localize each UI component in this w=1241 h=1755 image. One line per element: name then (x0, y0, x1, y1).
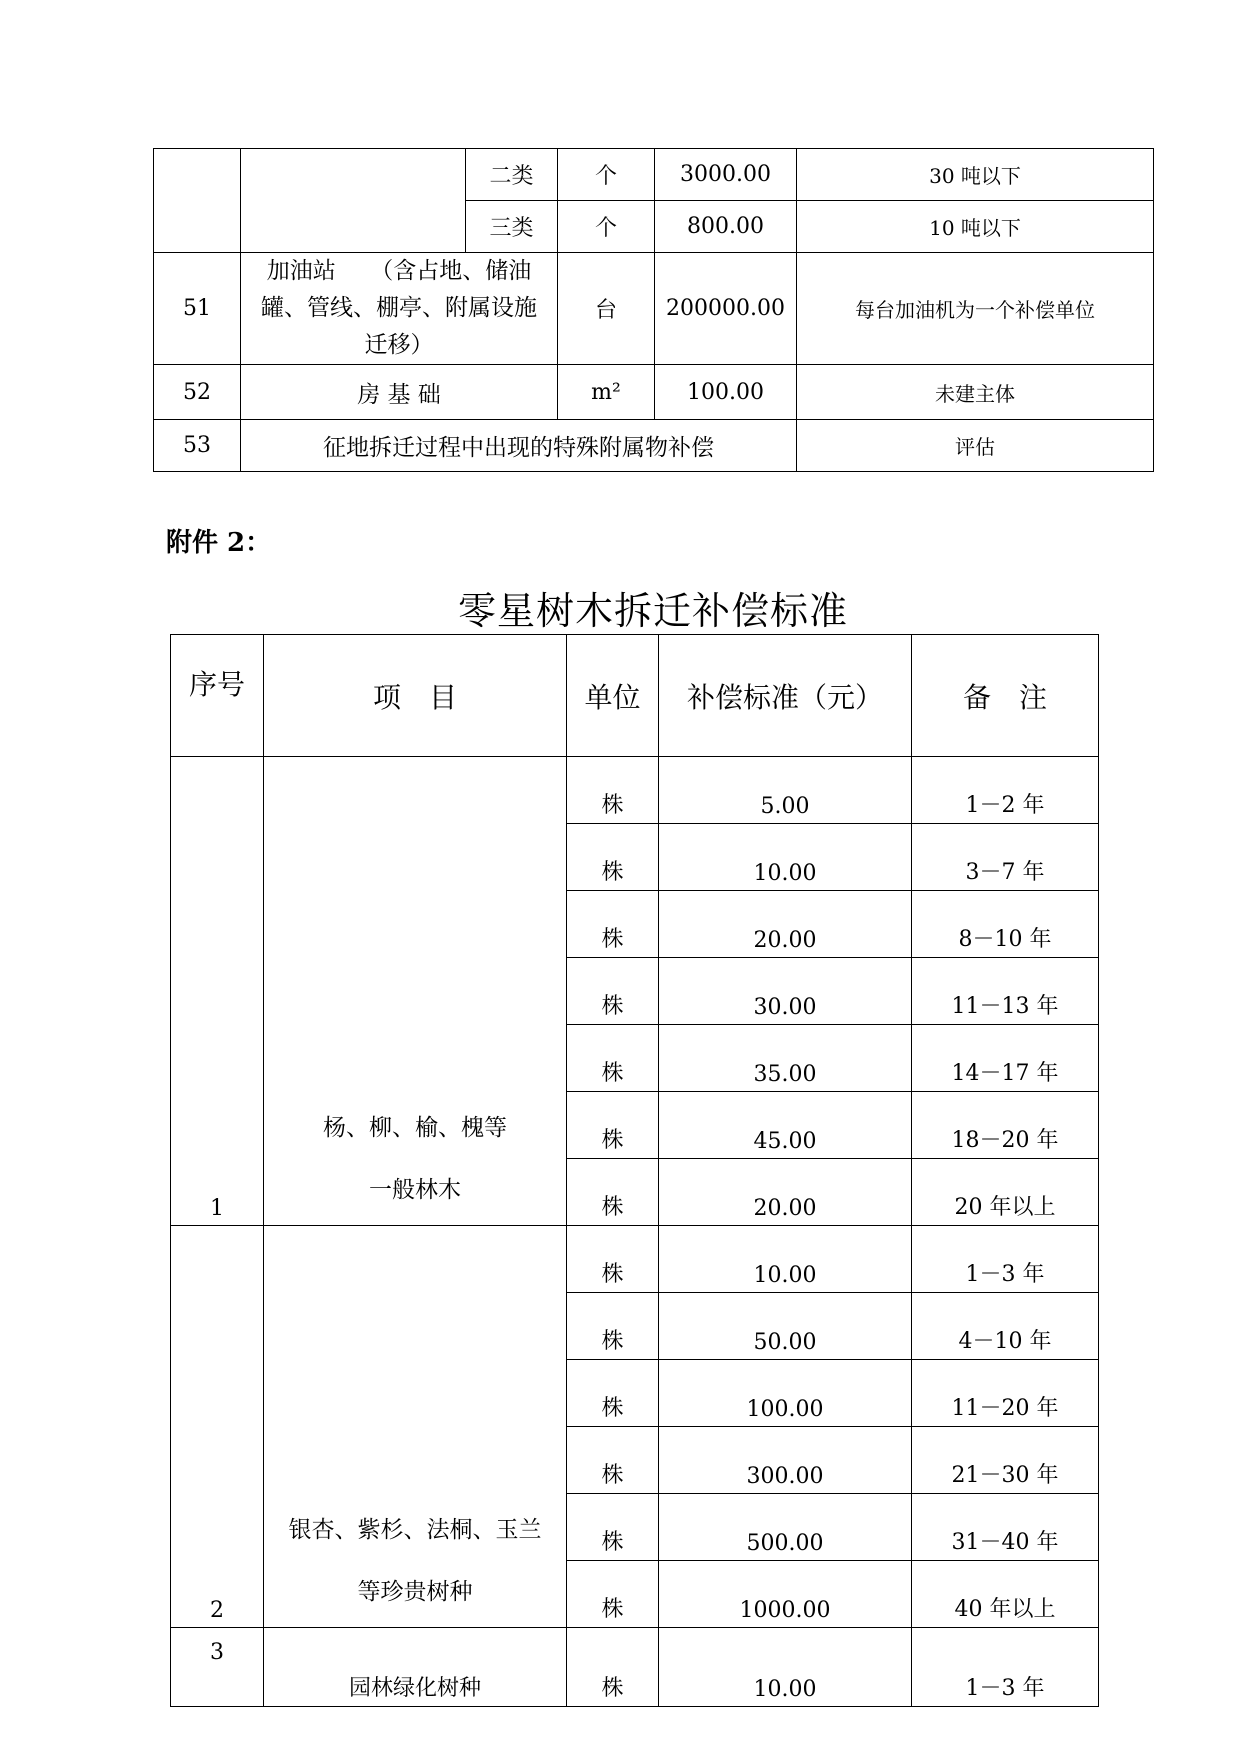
note-cell: 14－17 年 (912, 1025, 1099, 1092)
standard-cell: 100.00 (655, 365, 797, 420)
table-row (154, 149, 1154, 201)
table-row-51 (154, 253, 1154, 365)
seq-cell: 53 (154, 420, 241, 472)
header-standard: 补偿标准（元） (659, 635, 912, 757)
note-cell: 3－7 年 (912, 824, 1099, 891)
header-unit: 单位 (567, 635, 659, 757)
page-title: 零星树木拆迁补偿标准 (457, 589, 848, 633)
standard-cell: 45.00 (659, 1092, 912, 1159)
note-cell: 8－10 年 (912, 891, 1099, 958)
item-cell (241, 149, 466, 253)
table-row (171, 1628, 1099, 1707)
item-cell: 征地拆迁过程中出现的特殊附属物补偿 (241, 420, 797, 472)
header-item: 项 目 (264, 635, 567, 757)
note-cell: 1－2 年 (912, 757, 1099, 824)
group-name-line: 杨、柳、榆、槐等 (323, 1115, 507, 1141)
group-seq: 2 (171, 1226, 264, 1628)
note-cell: 30 吨以下 (797, 149, 1154, 201)
unit-cell: 株 (567, 824, 659, 891)
unit-cell: 株 (567, 1360, 659, 1427)
note-cell: 10 吨以下 (797, 201, 1154, 253)
group-name (264, 757, 567, 1226)
note-cell: 11－13 年 (912, 958, 1099, 1025)
header-seq: 序号 (171, 635, 264, 757)
standard-cell: 10.00 (659, 1628, 912, 1707)
header-note: 备 注 (912, 635, 1099, 757)
note-cell: 每台加油机为一个补偿单位 (797, 253, 1154, 365)
unit-cell: 个 (558, 149, 655, 201)
group-seq: 1 (171, 757, 264, 1226)
tree-compensation-table (170, 634, 1099, 1707)
group-name-line: 银杏、紫杉、法桐、玉兰 (288, 1517, 542, 1543)
unit-cell: 株 (567, 891, 659, 958)
unit-cell: 株 (567, 958, 659, 1025)
standard-cell: 50.00 (659, 1293, 912, 1360)
standard-cell: 5.00 (659, 757, 912, 824)
note-cell: 21－30 年 (912, 1427, 1099, 1494)
unit-cell: 株 (567, 757, 659, 824)
class-cell: 三类 (466, 201, 558, 253)
note-cell: 18－20 年 (912, 1092, 1099, 1159)
seq-cell: 52 (154, 365, 241, 420)
unit-cell: 株 (567, 1226, 659, 1293)
standard-cell: 10.00 (659, 1226, 912, 1293)
standard-cell: 20.00 (659, 891, 912, 958)
table-row-53 (154, 420, 1154, 472)
attachment-label: 附件 2： (166, 528, 272, 558)
note-cell: 评估 (797, 420, 1154, 472)
table-row-52 (154, 365, 1154, 420)
standard-cell: 3000.00 (655, 149, 797, 201)
note-cell: 11－20 年 (912, 1360, 1099, 1427)
group-seq: 3 (171, 1628, 264, 1707)
group-name (264, 1226, 567, 1628)
note-cell: 40 年以上 (912, 1561, 1099, 1628)
note-cell: 1－3 年 (912, 1628, 1099, 1707)
unit-cell: 株 (567, 1494, 659, 1561)
unit-cell: 株 (567, 1293, 659, 1360)
item-cell: 房 基 础 (241, 365, 558, 420)
note-cell: 1－3 年 (912, 1226, 1099, 1293)
unit-cell: 株 (567, 1427, 659, 1494)
table-header-row (171, 635, 1099, 757)
standard-cell: 30.00 (659, 958, 912, 1025)
standard-cell: 35.00 (659, 1025, 912, 1092)
unit-cell: m² (558, 365, 655, 420)
standard-cell: 1000.00 (659, 1561, 912, 1628)
class-cell: 二类 (466, 149, 558, 201)
standard-cell: 500.00 (659, 1494, 912, 1561)
standard-cell: 300.00 (659, 1427, 912, 1494)
unit-cell: 株 (567, 1159, 659, 1226)
standard-cell: 20.00 (659, 1159, 912, 1226)
note-cell: 31－40 年 (912, 1494, 1099, 1561)
item-cell: 加油站 （含占地、储油罐、管线、棚亭、附属设施迁移） (241, 253, 558, 365)
unit-cell: 株 (567, 1628, 659, 1707)
note-cell: 4－10 年 (912, 1293, 1099, 1360)
seq-cell (154, 149, 241, 253)
note-cell: 20 年以上 (912, 1159, 1099, 1226)
unit-cell: 株 (567, 1025, 659, 1092)
standard-cell: 200000.00 (655, 253, 797, 365)
standard-cell: 800.00 (655, 201, 797, 253)
standard-cell: 10.00 (659, 824, 912, 891)
unit-cell: 个 (558, 201, 655, 253)
unit-cell: 株 (567, 1092, 659, 1159)
group-name-line: 一般林木 (369, 1177, 461, 1203)
unit-cell: 株 (567, 1561, 659, 1628)
standard-cell: 100.00 (659, 1360, 912, 1427)
table-row (171, 1226, 1099, 1293)
table-row (171, 757, 1099, 824)
note-cell: 未建主体 (797, 365, 1154, 420)
seq-cell: 51 (154, 253, 241, 365)
compensation-table-continued (153, 148, 1154, 472)
unit-cell: 台 (558, 253, 655, 365)
group-name-line: 等珍贵树种 (357, 1579, 473, 1605)
group-name: 园林绿化树种 (264, 1628, 567, 1707)
